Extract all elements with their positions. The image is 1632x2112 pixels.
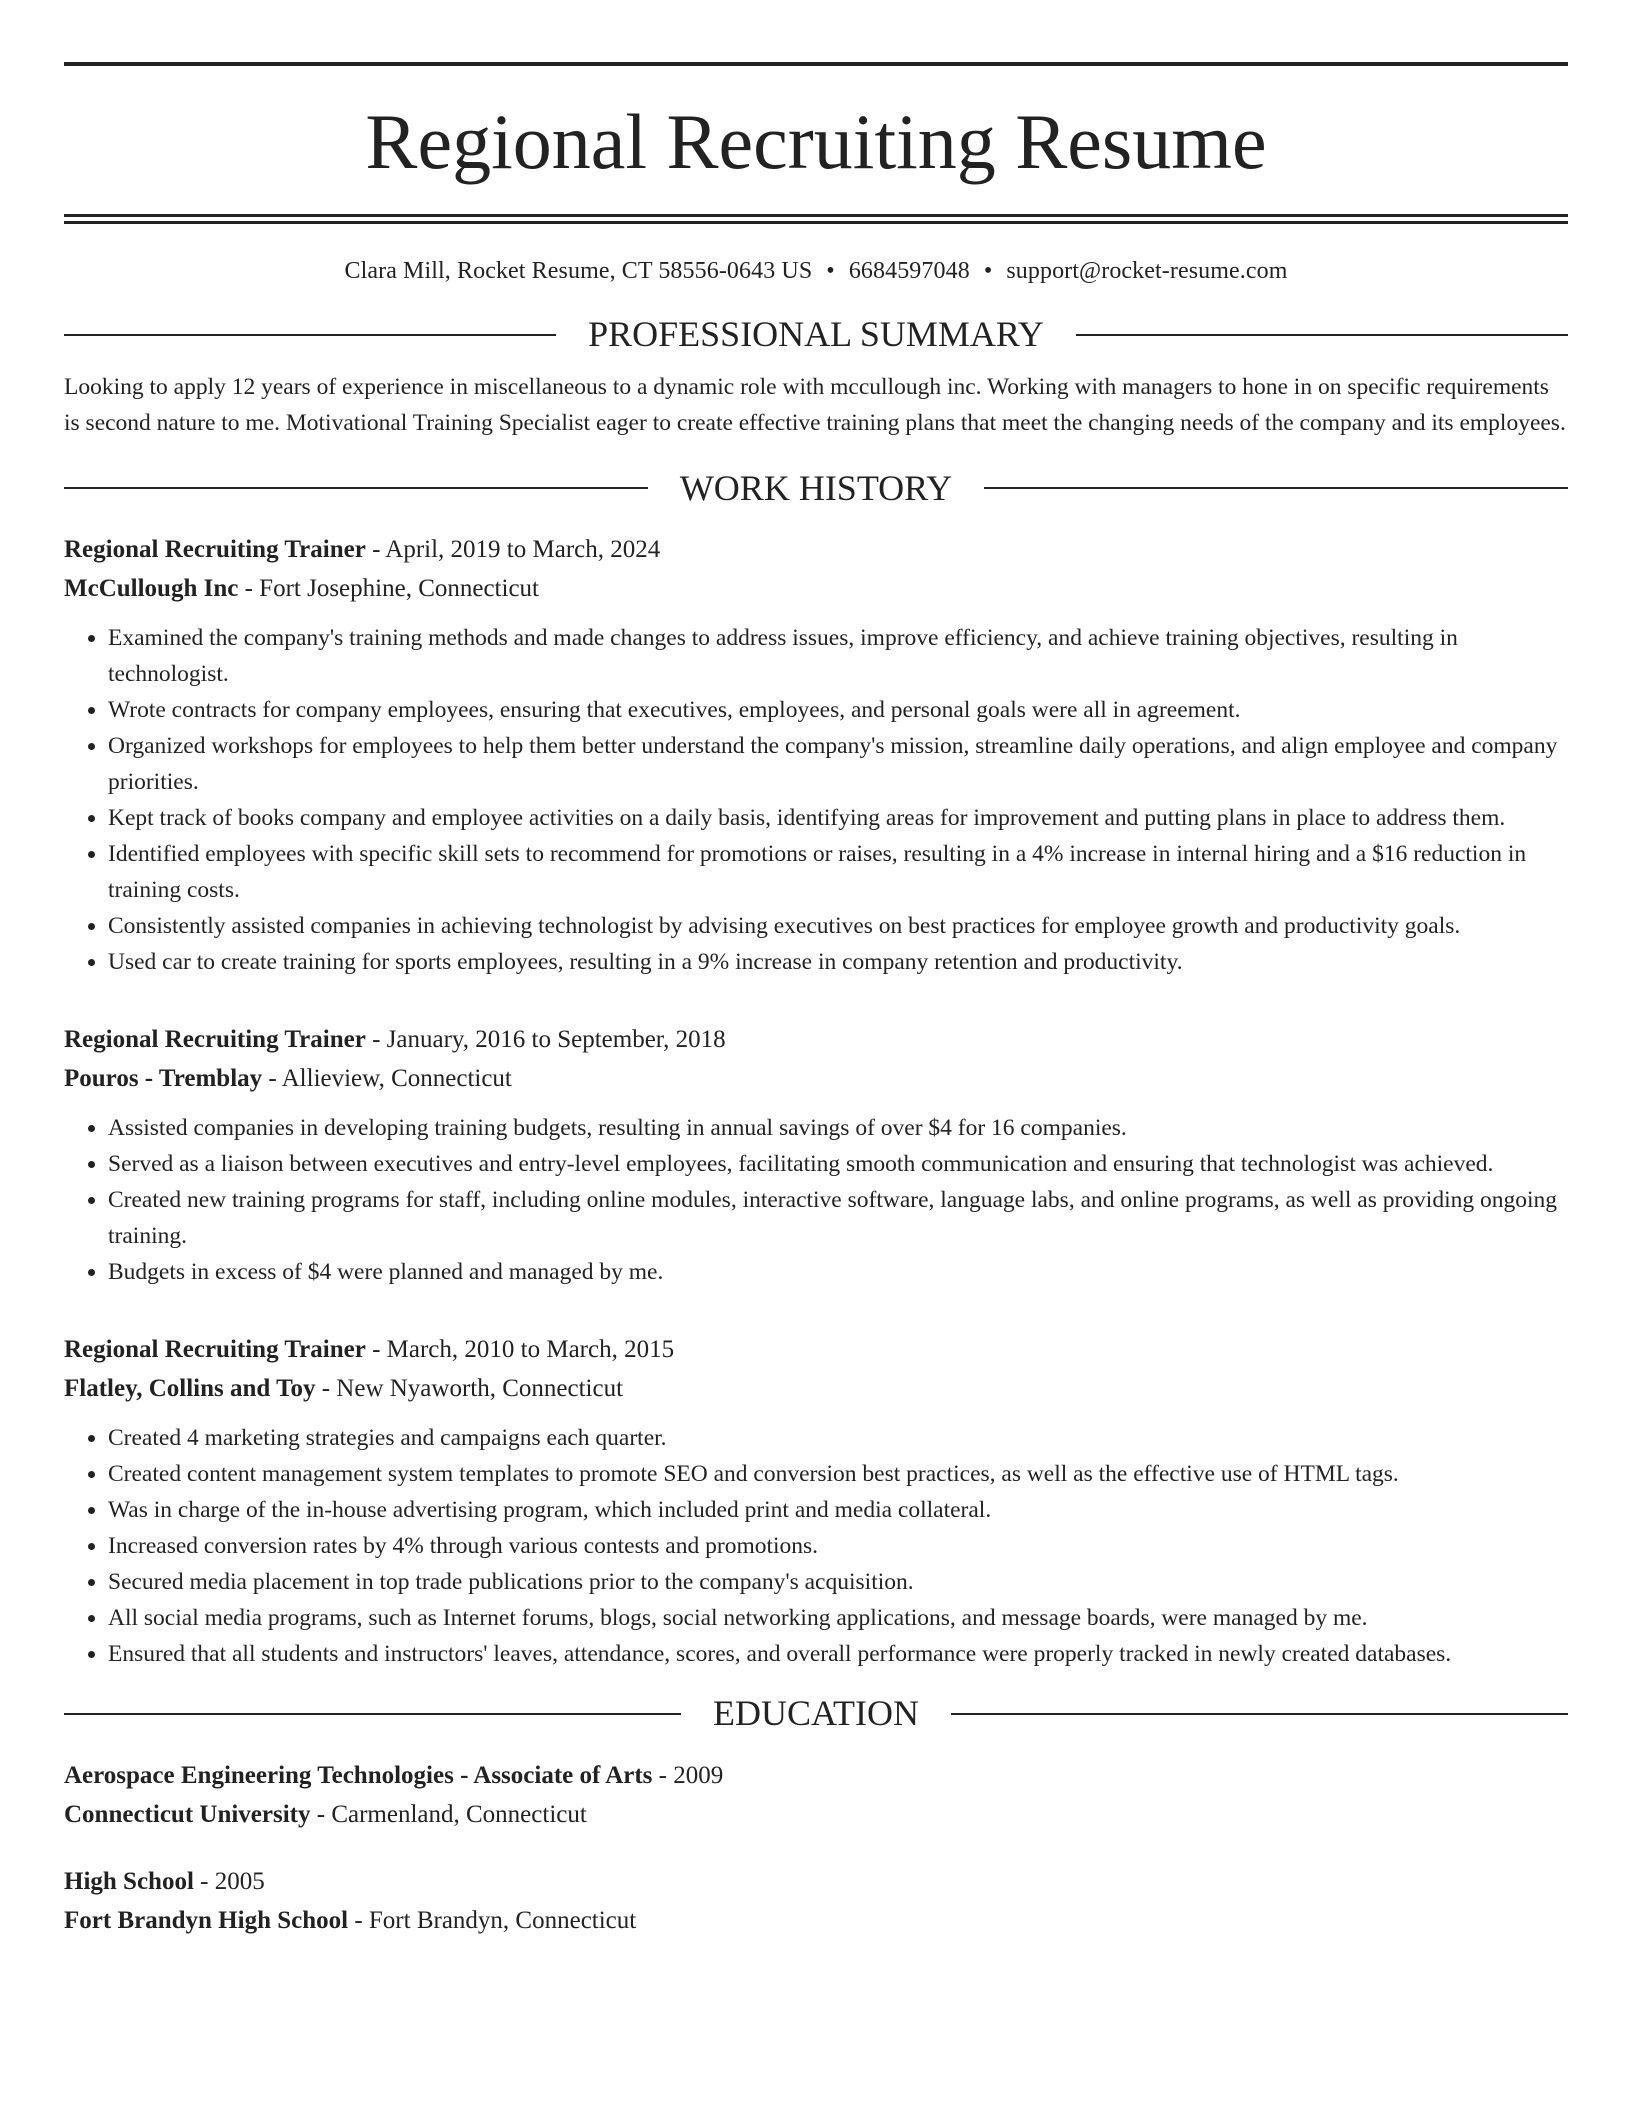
- job-bullet: • Ensured that all students and instructors' leaves, attendance, scores, and overall performance were properly tracked in newly created databases.: [108, 1636, 1568, 1672]
- job-bullets: [64, 620, 1568, 980]
- job-dates: - April, 2019 to March, 2024: [365, 536, 661, 564]
- job-bullets: [64, 1110, 1568, 1290]
- job-bullets: [64, 1420, 1568, 1672]
- education-list: [64, 1756, 1568, 1940]
- job-dates: - March, 2010 to March, 2015: [365, 1336, 675, 1364]
- education-location: - Fort Brandyn, Connecticut: [348, 1906, 637, 1934]
- job-bullet: • Assisted companies in developing training budgets, resulting in annual savings of over $4 for 16 companies.: [108, 1110, 1568, 1146]
- contact-email: support@rocket-resume.com: [1006, 258, 1288, 284]
- contact-phone: 6684597048: [848, 258, 970, 284]
- job-bullet: • Organized workshops for employees to help them better understand the company's mission, streamline daily operations, and align employee and company priorities.: [108, 728, 1568, 800]
- contact-line: [64, 258, 1568, 285]
- summary-heading-label: PROFESSIONAL SUMMARY: [588, 314, 1044, 354]
- job-entry: [64, 1330, 1568, 1672]
- education-degree-line: [64, 1862, 1568, 1901]
- education-school-line: [64, 1795, 1568, 1834]
- job-entry: [64, 530, 1568, 980]
- contact-address: Clara Mill, Rocket Resume, CT 58556-0643 US: [344, 258, 813, 284]
- education-year: - 2009: [652, 1761, 724, 1789]
- education-year: - 2005: [193, 1867, 265, 1895]
- job-dates: - January, 2016 to September, 2018: [365, 1026, 726, 1054]
- job-company-line: [64, 1369, 1568, 1408]
- summary-text: Looking to apply 12 years of experience in miscellaneous to a dynamic role with mccullough inc. Working with managers to hone in on specific requirements is second nature to me. Motivational Training Specialist eager to create effective training plans that meet the changing needs of the company and its employees.: [64, 373, 1566, 436]
- education-school: Connecticut University: [64, 1800, 311, 1828]
- resume-title: Regional Recruiting Resume: [365, 98, 1267, 185]
- work-heading-label: WORK HISTORY: [679, 467, 953, 508]
- top-rule: [64, 62, 1568, 66]
- job-bullet: • Created 4 marketing strategies and campaigns each quarter.: [108, 1420, 1568, 1456]
- job-bullet: • Examined the company's training methods and made changes to address issues, improve efficiency, and achieve training objectives, resulting in technologist.: [108, 620, 1568, 692]
- summary-heading: [64, 315, 1568, 355]
- job-bullet: • Increased conversion rates by 4% through various contests and promotions.: [108, 1528, 1568, 1564]
- job-company-line: [64, 569, 1568, 608]
- job-title-line: [64, 530, 1568, 569]
- education-degree: High School: [64, 1867, 194, 1895]
- heading-rule-left: [64, 1713, 681, 1715]
- job-company-line: [64, 1059, 1568, 1098]
- education-school-line: [64, 1901, 1568, 1940]
- education-degree-line: [64, 1756, 1568, 1795]
- education-heading: [64, 1694, 1568, 1734]
- education-degree: Aerospace Engineering Technologies - Associate of Arts: [64, 1761, 653, 1789]
- job-bullet: • Wrote contracts for company employees, ensuring that executives, employees, and personal goals were all in agreement.: [108, 692, 1568, 728]
- contact-separator: •: [983, 258, 993, 284]
- heading-rule-left: [64, 487, 648, 489]
- job-title-line: [64, 1330, 1568, 1369]
- work-heading: [64, 469, 1568, 509]
- title-double-rule: [64, 214, 1568, 224]
- job-bullet: • Secured media placement in top trade publications prior to the company's acquisition.: [108, 1564, 1568, 1600]
- job-bullet: • Used car to create training for sports employees, resulting in a 9% increase in company retention and productivity.: [108, 944, 1568, 980]
- job-bullet: • Was in charge of the in-house advertising program, which included print and media collateral.: [108, 1492, 1568, 1528]
- job-bullet: • Identified employees with specific skill sets to recommend for promotions or raises, resulting in a 4% increase in internal hiring and a $16 reduction in training costs.: [108, 836, 1568, 908]
- job-bullet: • Served as a liaison between executives and entry-level employees, facilitating smooth communication and ensuring that technologist was achieved.: [108, 1146, 1568, 1182]
- job-company: Pouros - Tremblay: [64, 1065, 263, 1093]
- education-location: - Carmenland, Connecticut: [310, 1800, 587, 1828]
- education-entry: [64, 1862, 1568, 1940]
- job-company: Flatley, Collins and Toy: [64, 1375, 316, 1403]
- job-title-line: [64, 1020, 1568, 1059]
- job-company: McCullough Inc: [64, 575, 239, 603]
- heading-rule-right: [984, 487, 1568, 489]
- job-title: Regional Recruiting Trainer: [64, 536, 366, 564]
- heading-rule-right: [1076, 334, 1568, 336]
- work-history-list: [64, 530, 1568, 1672]
- job-bullet: • Created new training programs for staff, including online modules, interactive software, language labs, and online programs, as well as providing ongoing training.: [108, 1182, 1568, 1254]
- job-bullet: • All social media programs, such as Internet forums, blogs, social networking applications, and message boards, were managed by me.: [108, 1600, 1568, 1636]
- job-bullet: • Budgets in excess of $4 were planned and managed by me.: [108, 1254, 1568, 1290]
- job-location: - New Nyaworth, Connecticut: [315, 1375, 624, 1403]
- job-title: Regional Recruiting Trainer: [64, 1336, 366, 1364]
- education-heading-label: EDUCATION: [713, 1693, 919, 1734]
- heading-rule-left: [64, 334, 556, 336]
- contact-separator: •: [826, 258, 835, 284]
- heading-rule-right: [951, 1713, 1568, 1715]
- job-location: - Fort Josephine, Connecticut: [238, 575, 539, 603]
- job-title: Regional Recruiting Trainer: [64, 1026, 366, 1054]
- education-entry: [64, 1756, 1568, 1834]
- job-bullet: • Created content management system templates to promote SEO and conversion best practices, as well as the effective use of HTML tags.: [108, 1456, 1568, 1492]
- job-location: - Allieview, Connecticut: [262, 1065, 512, 1093]
- job-entry: [64, 1020, 1568, 1290]
- job-bullet: • Kept track of books company and employee activities on a daily basis, identifying areas for improvement and putting plans in place to address them.: [108, 800, 1568, 836]
- education-school: Fort Brandyn High School: [64, 1906, 349, 1934]
- job-bullet: • Consistently assisted companies in achieving technologist by advising executives on best practices for employee growth and productivity goals.: [108, 908, 1568, 944]
